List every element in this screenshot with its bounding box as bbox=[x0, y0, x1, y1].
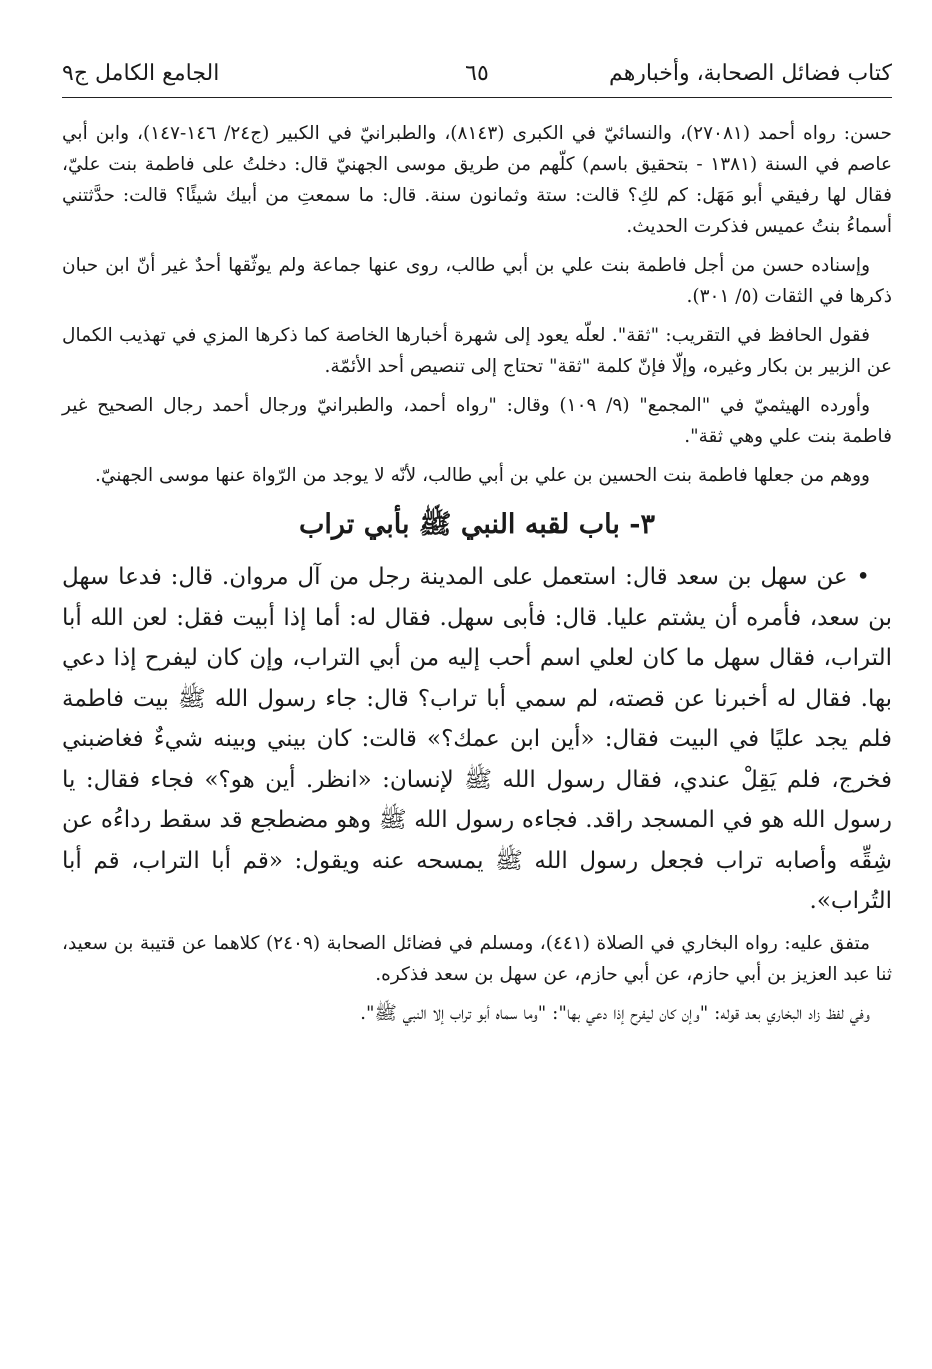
hadith-text: • عن سهل بن سعد قال: استعمل على المدينة رجل من آل مروان. قال: فدعا سهل بن سعد، فأمره أن يشتم عليا. قال: فأبى سهل. فقال له: أما إذا أبيت فقل: لعن الله أبا التراب، فقال سهل ما كان لعلي اسم أحب إليه من أبي التراب، وإن كان ليفرح إذا دعي بها. فقال له أخبرنا عن قصته، لم سمي أبا تراب؟ قال: جاء رسول الله ﷺ بيت فاطمة فلم يجد عليًا في البيت فقال: «أين ابن عمك؟» قالت: كان بيني وبينه شيءٌ فغاضبني فخرج، فلم يَقِلْ عندي، فقال رسول الله ﷺ لإنسان: «انظر. أين هو؟» فجاء فقال: يا رسول الله هو في المسجد راقد. فجاءه رسول الله ﷺ وهو مضطجع قد سقط رداءُه عن شِقِّه وأصابه تراب فجعل رسول الله ﷺ يمسحه عنه ويقول: «قم أبا التراب، قم أبا التُراب». bbox=[62, 564, 893, 914]
section-title: ٣- باب لقبه النبي ﷺ بأبي تراب bbox=[298, 509, 656, 540]
footnote-paragraph: ووهم من جعلها فاطمة بنت الحسين بن علي بن أبي طالب، لأنّه لا يوجد من الرّواة عنها موسى الجهنيّ. bbox=[95, 465, 870, 486]
page-header bbox=[62, 58, 892, 94]
footnote-paragraph: وأورده الهيثميّ في "المجمع" (٩/ ١٠٩) وقال: "رواه أحمد، والطبرانيّ ورجال أحمد رجال الصحيح غير فاطمة بنت علي وهي ثقة". bbox=[62, 395, 892, 447]
footnote-paragraph: وإسناده حسن من أجل فاطمة بنت علي بن أبي طالب، روى عنها جماعة ولم يوثّقها أحدٌ غير أنّ ابن حبان ذكرها في الثقات (٥/ ٣٠١). bbox=[62, 255, 892, 307]
header-rule bbox=[62, 97, 892, 98]
footnote-paragraph: متفق عليه: رواه البخاري في الصلاة (٤٤١)، ومسلم في فضائل الصحابة (٢٤٠٩) كلاهما عن قتيبة بن سعيد، ثنا عبد العزيز بن أبي حازم، عن أبي حازم، عن سهل بن سعد فذكره. bbox=[62, 932, 892, 985]
footnote-paragraph: وفي لفظ زاد البخاري بعد قوله: "وإن كان ليفرح إذا دعي بها": "وما سماه أبو تراب إلا النبي ﷺ". bbox=[360, 1002, 870, 1024]
page-number: ٦٥ bbox=[465, 61, 489, 86]
page-body bbox=[62, 118, 892, 1037]
book-volume-title: الجامع الكامل ج٩ bbox=[62, 61, 220, 86]
footnote-paragraph: فقول الحافظ في التقريب: "ثقة". لعلّه يعود إلى شهرة أخبارها الخاصة كما ذكرها المزي في تهذيب الكمال عن الزبير بن بكار وغيره، وإلّا فإنّ كلمة "ثقة" تحتاج إلى تنصيص أحد الأئمّة. bbox=[62, 325, 892, 377]
footnote-paragraph: حسن: رواه أحمد (٢٧٠٨١)، والنسائيّ في الكبرى (٨١٤٣)، والطبرانيّ في الكبير (ج٢٤/ ١٤٦-١٤٧)، وابن أبي عاصم في السنة (١٣٨١ - بتحقيق باسم) كلّهم من طريق موسى الجهنيّ قال: دخلتُ على فاطمة بنت عليّ، فقال لها رفيقي أبو مَهَل: كم لكِ؟ قالت: ستة وثمانون سنة. قال: ما سمعتِ من أبيك شيئًا؟ قالت: حدَّثتني أسماءُ بنتُ عميس فذكرت الحديث. bbox=[62, 123, 892, 237]
book-section-title: كتاب فضائل الصحابة، وأخبارهم bbox=[609, 61, 892, 86]
